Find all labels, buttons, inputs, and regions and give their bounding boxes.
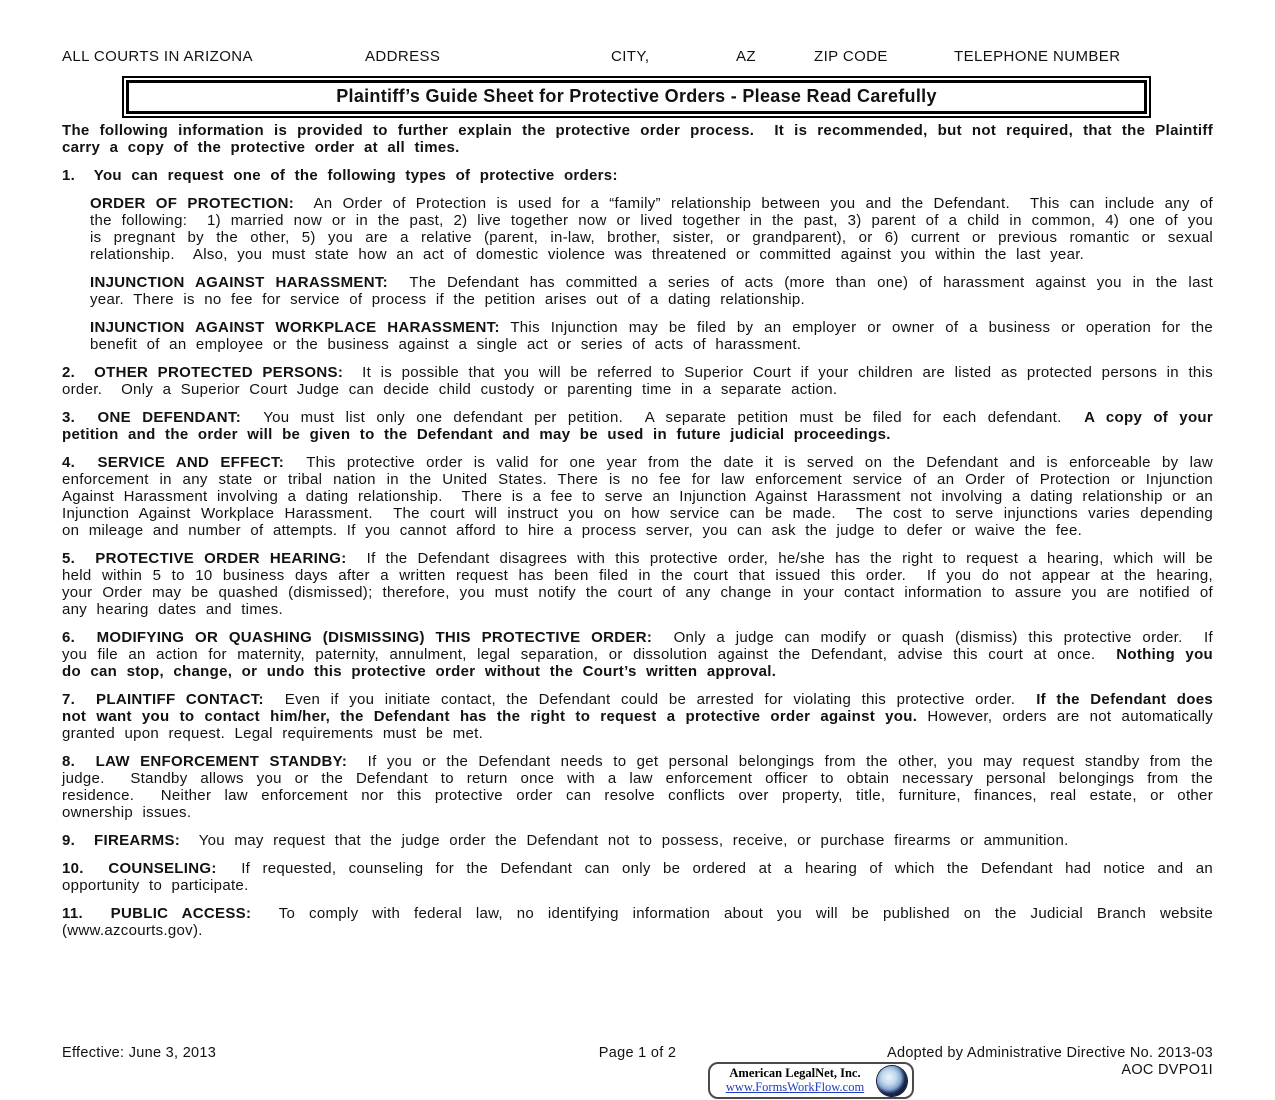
text-run: INJUNCTION AGAINST HARASSMENT:: [90, 274, 388, 291]
footer-right-block: [887, 1045, 1213, 1079]
text-run: 10. COUNSELING:: [62, 860, 217, 877]
court-name-label: ALL COURTS IN ARIZONA: [62, 48, 253, 65]
legalnet-company-label: American LegalNet, Inc.: [729, 1065, 861, 1080]
state-label: AZ: [736, 48, 756, 65]
para-injunction-against-harassment: [90, 274, 1223, 308]
section-counseling: [62, 860, 1223, 894]
section-service-and-effect: [62, 454, 1223, 539]
section-law-enforcement-standby: [62, 753, 1223, 821]
text-run: If the Defendant disagrees with this protective order, he/she has the right to request a hearing, which will be held within 5 to 10 business days after a written request has been filed in the court that issued this order. If you do not appear at the hearing, your Order may be quashed (dismissed); therefore, you must notify the court of any change in your contact information to assure you are notified of any hearing dates and times.: [62, 550, 1223, 618]
text-run: The following information is provided to further explain the protective order process. It is recommended, but not required, that the Plaintiff carry a copy of the protective order at all times.: [62, 122, 1223, 156]
text-run: This protective order is valid for one year from the date it is served on the Defendant and is enforceable by law enforcement in any state or tribal nation in the United States. There is no fee for law enforcement service of an Order of Protection or Injunction Against Harassment involving a dating relationship. There is a fee to serve an Injunction Against Harassment not involving a dating relationship or an Injunction Against Workplace Harassment. The court will instruct you on how service can be made. The cost to serve injunctions varies depending on mileage and number of attempts. If you cannot afford to hire a process server, you can ask the judge to defer or waive the fee.: [62, 454, 1223, 539]
legalnet-text-block: [718, 1067, 872, 1095]
section-protective-order-hearing: [62, 550, 1223, 618]
text-run: An Order of Protection is used for a “family” relationship between you and the Defendant. This can include any of the following: 1) married now or in the past, 2) live together now or lived together in the past, 3) parent of a child in common, 4) one of you is pregnant by the other, 5) you are a relative (parent, in-law, brother, sister, or grandparent), or 6) current or previous romantic or sexual relationship. Also, you must state how an act of domestic violence was threatened or committed against you within the last year.: [90, 195, 1223, 263]
text-run: 7. PLAINTIFF CONTACT:: [62, 691, 264, 708]
text-run: Nothing you do can stop, change, or undo this protective order without the Court’s written approval.: [62, 646, 1223, 680]
text-run: INJUNCTION AGAINST WORKPLACE HARASSMENT:: [90, 319, 500, 336]
para-order-of-protection: [90, 195, 1223, 263]
document-title: Plaintiff’s Guide Sheet for Protective Orders - Please Read Carefully: [126, 80, 1147, 114]
city-label: CITY,: [611, 48, 650, 65]
section-firearms: [62, 832, 1213, 849]
title-box: [122, 76, 1151, 118]
text-run: Even if you initiate contact, the Defendant could be arrested for violating this protective order.: [263, 691, 1037, 708]
section-other-protected-persons: [62, 364, 1223, 398]
section-one-defendant: [62, 409, 1223, 443]
section-public-access: [62, 905, 1223, 939]
text-run: 6. MODIFYING OR QUASHING (DISMISSING) THIS PROTECTIVE ORDER:: [62, 629, 653, 646]
text-run: A copy of your petition and the order will be given to the Defendant and may be used in future judicial proceedings.: [62, 409, 1223, 443]
text-run: 9. FIREARMS:: [62, 832, 181, 849]
text-run: Only a judge can modify or quash (dismiss) this protective order. If you file an action for maternity, paternity, annulment, legal separation, or dissolution against the Defendant, advise this court at once.: [62, 629, 1223, 663]
form-code-label: AOC DVPO1I: [1121, 1062, 1213, 1078]
text-run: 4. SERVICE AND EFFECT:: [62, 454, 285, 471]
section-modifying-or-quashing: [62, 629, 1223, 680]
text-run: 3. ONE DEFENDANT:: [62, 409, 242, 426]
text-run: You may request that the judge order the Defendant not to possess, receive, or purchase firearms or ammunition.: [180, 832, 1069, 849]
section-types-heading: [62, 167, 1213, 184]
court-header-row: [62, 48, 1213, 66]
address-label: ADDRESS: [365, 48, 441, 65]
intro-paragraph: [62, 122, 1223, 156]
footer: [62, 1045, 1213, 1085]
globe-icon: [877, 1066, 907, 1096]
para-injunction-against-workplace-harassment: [90, 319, 1223, 353]
text-run: The Defendant has committed a series of acts (more than one) of harassment against you in the last year. There is no fee for service of process if the petition arises out of a dating relationship.: [90, 274, 1223, 308]
text-run: 5. PROTECTIVE ORDER HEARING:: [62, 550, 347, 567]
document-body: [62, 122, 1223, 950]
text-run: If you or the Defendant needs to get personal belongings from the other, you may request standby from the judge. Standby allows you or the Defendant to return once with a law enforcement officer to obtain necessary personal belongings from the residence. Neither law enforcement nor this protective order can resolve conflicts over property, title, furniture, finances, real estate, or other ownership issues.: [62, 753, 1223, 821]
text-run: However, orders are not automatically granted upon request. Legal requirements must be met.: [62, 708, 1223, 742]
effective-date-label: Effective: June 3, 2013: [62, 1045, 217, 1061]
legalnet-url-link[interactable]: www.FormsWorkFlow.com: [725, 1079, 865, 1094]
text-run: If the Defendant does not want you to contact him/her, the Defendant has the right to request a protective order against you.: [62, 691, 1223, 725]
legalnet-logo-box: [708, 1062, 914, 1099]
text-run: 2. OTHER PROTECTED PERSONS:: [62, 364, 344, 381]
text-run: ORDER OF PROTECTION:: [90, 195, 295, 212]
adopted-directive-label: Adopted by Administrative Directive No. 2013-03: [886, 1045, 1213, 1061]
text-run: This Injunction may be filed by an employer or owner of a business or operation for the benefit of an employee or the business against a single act or series of acts of harassment.: [90, 319, 1223, 353]
telephone-number-label: TELEPHONE NUMBER: [954, 48, 1121, 65]
text-run: It is possible that you will be referred to Superior Court if your children are listed as protected persons in this order. Only a Superior Court Judge can decide child custody or parenting time in a separate action.: [62, 364, 1223, 398]
text-run: To comply with federal law, no identifying information about you will be published on the Judicial Branch website (www.azcourts.gov).: [62, 905, 1223, 939]
text-run: 11. PUBLIC ACCESS:: [62, 905, 252, 922]
zip-code-label: ZIP CODE: [814, 48, 888, 65]
text-run: 1. You can request one of the following types of protective orders:: [62, 167, 618, 184]
text-run: You must list only one defendant per petition. A separate petition must be filed for each defendant.: [241, 409, 1085, 426]
page-number-label: Page 1 of 2: [598, 1045, 677, 1061]
text-run: If requested, counseling for the Defendant can only be ordered at a hearing of which the Defendant had notice and an opportunity to participate.: [62, 860, 1223, 894]
text-run: 8. LAW ENFORCEMENT STANDBY:: [62, 753, 348, 770]
section-plaintiff-contact: [62, 691, 1223, 742]
